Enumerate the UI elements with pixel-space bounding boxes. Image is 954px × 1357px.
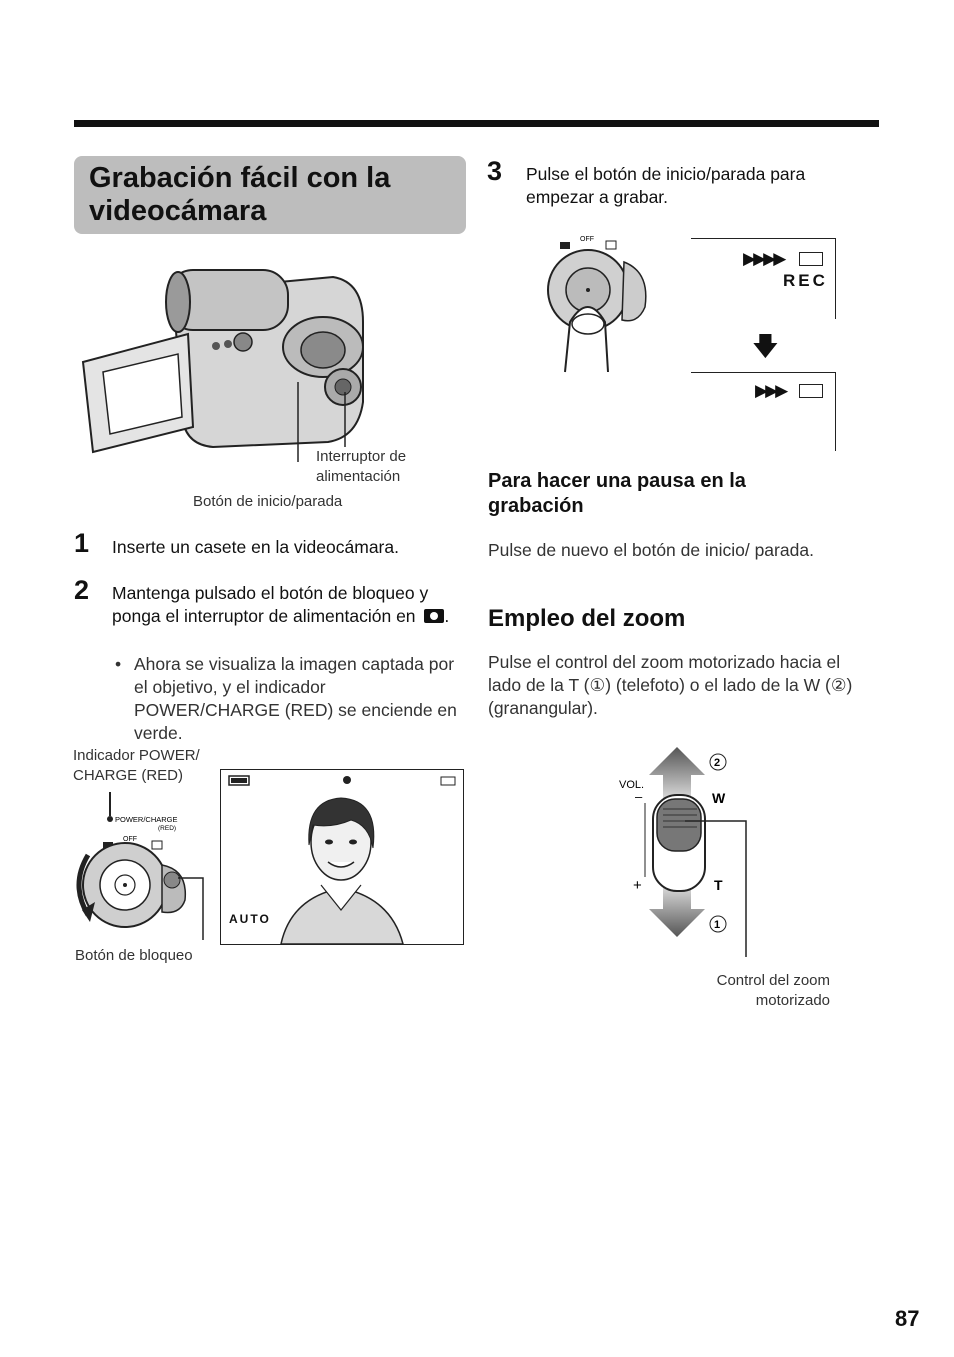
label-indicator: Indicador POWER/ CHARGE (RED) xyxy=(73,747,200,784)
camera-icon xyxy=(424,609,444,623)
dial-red-label: (RED) xyxy=(158,825,177,832)
page-title: Grabación fácil con la videocámara xyxy=(89,162,391,227)
step-1-number: 1 xyxy=(74,528,90,558)
start-button-illustration xyxy=(540,232,650,377)
step-3-number: 3 xyxy=(487,156,503,186)
zoom-text: Pulse el control del zoom motorizado hacia el lado de la T (①) (telefoto) o el lado de la W (②) (granangular). xyxy=(488,652,853,718)
dial-power-label: POWER/CHARGE xyxy=(115,815,178,824)
step-2-text: Mantenga pulsado el botón de bloqueo y ponga el interruptor de alimentación en xyxy=(112,583,429,626)
zoom-control-illustration xyxy=(615,745,755,965)
label-start-stop: Botón de inicio/parada xyxy=(193,493,343,510)
pause-heading: Para hacer una pausa en la grabación xyxy=(488,470,746,517)
label-zoom-control: Control del zoom motorizado xyxy=(716,972,830,1009)
dial3-off-label: OFF xyxy=(580,236,594,243)
w-label: W xyxy=(712,790,726,806)
bullet-dot: • xyxy=(115,654,122,674)
pause-text: Pulse de nuevo el botón de inicio/ parada. xyxy=(488,540,814,560)
lcd-screen xyxy=(220,769,464,945)
step-3-text: Pulse el botón de inicio/parada para empezar a grabar. xyxy=(526,164,806,207)
vol-label: VOL. xyxy=(619,779,645,791)
rec-label: REC xyxy=(783,271,828,290)
play-arrows-icon: ▶▶▶▶ xyxy=(743,249,784,268)
t-label: T xyxy=(714,877,723,893)
step-1-text: Inserte un casete en la videocámara. xyxy=(112,537,399,557)
plus-label: + xyxy=(633,877,642,894)
label-power-switch: Interruptor de alimentación xyxy=(316,448,407,485)
step-2-number: 2 xyxy=(74,575,90,605)
page-number: 87 xyxy=(895,1306,920,1331)
cassette-icon xyxy=(799,252,823,266)
recording-display xyxy=(691,372,836,451)
minus-label: – xyxy=(635,789,643,804)
label-lock-button: Botón de bloqueo xyxy=(75,947,193,964)
step-2-bullet: Ahora se visualiza la imagen captada por el objetivo, y el indicador POWER/CHARGE (RED) se enciende en verde. xyxy=(134,654,457,743)
dial-off-label: OFF xyxy=(123,836,137,843)
circle-2-label: 2 xyxy=(714,757,721,769)
zoom-heading: Empleo del zoom xyxy=(488,605,686,632)
rec-display xyxy=(691,238,836,319)
step-2-text-end: . xyxy=(444,606,450,626)
step-2-block xyxy=(112,582,467,628)
cassette-icon-2 xyxy=(799,384,823,398)
circle-1-label: 1 xyxy=(714,919,721,931)
top-rule xyxy=(74,120,879,127)
camcorder-illustration xyxy=(78,262,378,462)
screen-auto-label: AUTO xyxy=(229,912,271,926)
down-arrow-icon: 🡇 xyxy=(752,331,779,361)
power-dial-illustration xyxy=(70,790,215,950)
play-arrows-icon-2: ▶▶▶ xyxy=(755,381,786,400)
